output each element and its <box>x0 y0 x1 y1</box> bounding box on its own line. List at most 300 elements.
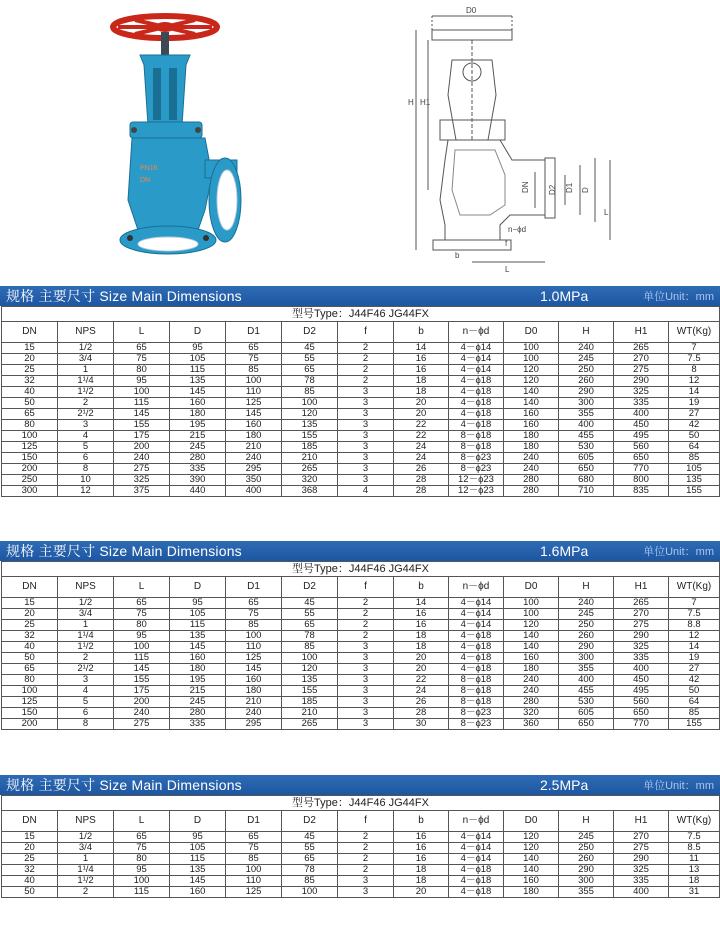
column-header: D <box>170 811 226 832</box>
table-cell: 100 <box>2 431 58 442</box>
table-row <box>2 442 720 453</box>
column-header: NPS <box>58 322 114 343</box>
section-header <box>0 286 720 306</box>
table-cell: 2 <box>338 854 394 865</box>
table-cell: 1/2 <box>58 343 114 354</box>
table-cell: 200 <box>2 464 58 475</box>
section-header <box>0 541 720 561</box>
table-cell: 75 <box>114 609 170 620</box>
table-cell: 15 <box>2 832 58 843</box>
table-cell: 1¹/2 <box>58 876 114 887</box>
table-cell: 8－ϕ23 <box>449 464 504 475</box>
table-cell: 125 <box>2 697 58 708</box>
table-cell: 45 <box>282 598 338 609</box>
table-cell: 7.5 <box>669 609 720 620</box>
column-header: f <box>338 577 394 598</box>
table-row <box>2 708 720 719</box>
table-cell: 78 <box>282 376 338 387</box>
table-cell: 95 <box>170 343 226 354</box>
table-cell: 195 <box>170 420 226 431</box>
table-cell: 335 <box>614 398 669 409</box>
table-cell: 240 <box>226 453 282 464</box>
table-cell: 55 <box>282 843 338 854</box>
table-cell: 12 <box>58 486 114 497</box>
table-cell: 18 <box>394 865 449 876</box>
table-cell: 4－ϕ18 <box>449 409 504 420</box>
table-row <box>2 675 720 686</box>
table-cell: 80 <box>2 675 58 686</box>
table-cell: 100 <box>504 354 559 365</box>
table-cell: 155 <box>669 486 720 497</box>
table-cell: 175 <box>114 686 170 697</box>
table-cell: 4－ϕ18 <box>449 387 504 398</box>
table-cell: 180 <box>504 431 559 442</box>
column-header: D2 <box>282 322 338 343</box>
table-cell: 25 <box>2 365 58 376</box>
table-cell: 240 <box>114 453 170 464</box>
table-cell: 280 <box>504 475 559 486</box>
table-cell: 2 <box>338 843 394 854</box>
table-cell: 115 <box>170 365 226 376</box>
table-cell: 85 <box>282 387 338 398</box>
table-cell: 300 <box>559 876 614 887</box>
table-row <box>2 609 720 620</box>
table-cell: 160 <box>170 653 226 664</box>
table-cell: 2 <box>338 865 394 876</box>
table-cell: 3 <box>338 409 394 420</box>
table-cell: 210 <box>282 453 338 464</box>
table-cell: 115 <box>114 398 170 409</box>
table-cell: 65 <box>226 832 282 843</box>
label-h1: H1 <box>420 98 431 107</box>
column-header: H1 <box>614 322 669 343</box>
table-cell: 355 <box>559 664 614 675</box>
column-header: f <box>338 322 394 343</box>
table-cell: 320 <box>504 708 559 719</box>
table-cell: 27 <box>669 664 720 675</box>
table-cell: 265 <box>282 464 338 475</box>
table-row <box>2 387 720 398</box>
table-cell: 32 <box>2 865 58 876</box>
table-cell: 325 <box>614 865 669 876</box>
table-cell: 3 <box>338 664 394 675</box>
table-cell: 245 <box>170 442 226 453</box>
table-cell: 145 <box>170 876 226 887</box>
label-h: H <box>408 98 414 107</box>
table-cell: 18 <box>394 642 449 653</box>
table-cell: 8－ϕ18 <box>449 697 504 708</box>
table-row <box>2 832 720 843</box>
table-cell: 100 <box>226 865 282 876</box>
table-cell: 10 <box>58 475 114 486</box>
table-cell: 22 <box>394 420 449 431</box>
table-cell: 50 <box>669 686 720 697</box>
table-cell: 280 <box>170 453 226 464</box>
table-cell: 110 <box>226 387 282 398</box>
table-cell: 75 <box>114 843 170 854</box>
table-cell: 650 <box>559 719 614 730</box>
table-cell: 210 <box>226 697 282 708</box>
table-cell: 55 <box>282 354 338 365</box>
table-row <box>2 354 720 365</box>
table-cell: 245 <box>170 697 226 708</box>
table-cell: 4－ϕ14 <box>449 354 504 365</box>
table-cell: 100 <box>504 609 559 620</box>
table-cell: 18 <box>669 876 720 887</box>
table-row <box>2 343 720 354</box>
table-cell: 160 <box>226 675 282 686</box>
table-cell: 8－ϕ23 <box>449 719 504 730</box>
table-cell: 3 <box>338 876 394 887</box>
table-cell: 240 <box>504 464 559 475</box>
table-cell: 4－ϕ18 <box>449 865 504 876</box>
table-cell: 1¹/2 <box>58 387 114 398</box>
table-cell: 125 <box>226 653 282 664</box>
section-title: 规格 主要尺寸 Size Main Dimensions <box>6 288 242 304</box>
model-type: 型号Type：J44F46 JG44FX <box>2 796 720 811</box>
table-cell: 135 <box>282 420 338 431</box>
table-cell: 3 <box>338 442 394 453</box>
model-row <box>2 796 720 811</box>
table-cell: 265 <box>614 598 669 609</box>
table-cell: 4－ϕ18 <box>449 887 504 898</box>
table-cell: 240 <box>559 598 614 609</box>
table-cell: 24 <box>394 453 449 464</box>
table-cell: 2 <box>58 653 114 664</box>
table-cell: 290 <box>614 376 669 387</box>
table-cell: 650 <box>614 453 669 464</box>
table-cell: 240 <box>559 343 614 354</box>
table-cell: 8－ϕ18 <box>449 431 504 442</box>
table-cell: 85 <box>226 365 282 376</box>
table-cell: 12－ϕ23 <box>449 486 504 497</box>
column-header: D1 <box>226 577 282 598</box>
table-cell: 400 <box>559 675 614 686</box>
table-cell: 160 <box>504 653 559 664</box>
table-cell: 50 <box>2 887 58 898</box>
table-cell: 800 <box>614 475 669 486</box>
table-cell: 26 <box>394 697 449 708</box>
table-cell: 4－ϕ18 <box>449 664 504 675</box>
table-cell: 260 <box>559 376 614 387</box>
table-cell: 110 <box>226 642 282 653</box>
table-cell: 8.8 <box>669 620 720 631</box>
table-cell: 8 <box>58 464 114 475</box>
column-header: WT(Kg) <box>669 322 720 343</box>
model-type: 型号Type：J44F46 JG44FX <box>2 307 720 322</box>
table-cell: 1 <box>58 854 114 865</box>
table-cell: 3 <box>338 464 394 475</box>
table-cell: 450 <box>614 675 669 686</box>
column-header: DN <box>2 577 58 598</box>
table-cell: 185 <box>282 697 338 708</box>
table-cell: 140 <box>504 387 559 398</box>
table-cell: 64 <box>669 442 720 453</box>
table-cell: 250 <box>559 843 614 854</box>
table-cell: 440 <box>170 486 226 497</box>
label-l-bottom: L <box>505 265 510 274</box>
column-header: n－ϕd <box>449 322 504 343</box>
table-cell: 180 <box>226 686 282 697</box>
table-cell: 260 <box>559 854 614 865</box>
table-cell: 16 <box>394 354 449 365</box>
table-cell: 80 <box>114 620 170 631</box>
table-cell: 265 <box>614 343 669 354</box>
table-cell: 105 <box>170 843 226 854</box>
column-header: WT(Kg) <box>669 577 720 598</box>
table-cell: 245 <box>559 354 614 365</box>
table-cell: 45 <box>282 832 338 843</box>
column-header: D1 <box>226 811 282 832</box>
table-cell: 100 <box>226 631 282 642</box>
table-cell: 65 <box>226 343 282 354</box>
table-cell: 20 <box>394 653 449 664</box>
table-cell: 325 <box>614 642 669 653</box>
table-cell: 3 <box>338 398 394 409</box>
svg-text:PN16: PN16 <box>140 165 158 172</box>
table-cell: 770 <box>614 464 669 475</box>
table-cell: 3 <box>338 697 394 708</box>
table-cell: 28 <box>394 486 449 497</box>
table-cell: 280 <box>504 697 559 708</box>
table-cell: 30 <box>394 719 449 730</box>
table-cell: 100 <box>226 376 282 387</box>
column-header: D <box>170 322 226 343</box>
table-cell: 400 <box>559 420 614 431</box>
table-cell: 145 <box>170 642 226 653</box>
table-cell: 135 <box>170 376 226 387</box>
table-cell: 65 <box>282 854 338 865</box>
table-cell: 120 <box>504 376 559 387</box>
table-row <box>2 431 720 442</box>
column-header: D2 <box>282 577 338 598</box>
table-cell: 8－ϕ23 <box>449 453 504 464</box>
table-cell: 155 <box>669 719 720 730</box>
table-cell: 250 <box>559 365 614 376</box>
table-cell: 6 <box>58 453 114 464</box>
column-header: b <box>394 811 449 832</box>
table-cell: 8.5 <box>669 843 720 854</box>
table-cell: 335 <box>170 719 226 730</box>
table-cell: 4－ϕ18 <box>449 876 504 887</box>
table-row <box>2 486 720 497</box>
model-row <box>2 562 720 577</box>
table-cell: 115 <box>170 620 226 631</box>
table-cell: 95 <box>170 832 226 843</box>
table-cell: 155 <box>114 675 170 686</box>
table-cell: 80 <box>2 420 58 431</box>
table-cell: 2¹/2 <box>58 409 114 420</box>
table-cell: 270 <box>614 832 669 843</box>
table-cell: 3 <box>58 675 114 686</box>
table-cell: 14 <box>669 387 720 398</box>
table-cell: 300 <box>2 486 58 497</box>
label-d2: D2 <box>548 184 557 195</box>
table-cell: 180 <box>170 409 226 420</box>
dimension-table <box>1 795 720 898</box>
table-cell: 2 <box>338 376 394 387</box>
table-cell: 4 <box>58 686 114 697</box>
table-cell: 100 <box>504 343 559 354</box>
table-cell: 260 <box>559 631 614 642</box>
table-cell: 530 <box>559 697 614 708</box>
table-cell: 3 <box>338 686 394 697</box>
table-cell: 275 <box>614 843 669 854</box>
table-cell: 95 <box>114 865 170 876</box>
table-cell: 155 <box>282 431 338 442</box>
table-cell: 50 <box>2 398 58 409</box>
table-cell: 4 <box>338 486 394 497</box>
model-row <box>2 307 720 322</box>
table-cell: 145 <box>114 409 170 420</box>
table-cell: 3 <box>338 675 394 686</box>
table-cell: 250 <box>2 475 58 486</box>
table-cell: 4 <box>58 431 114 442</box>
table-cell: 835 <box>614 486 669 497</box>
table-cell: 2¹/2 <box>58 664 114 675</box>
table-cell: 175 <box>114 431 170 442</box>
table-cell: 3 <box>338 453 394 464</box>
table-cell: 155 <box>282 686 338 697</box>
table-cell: 140 <box>504 854 559 865</box>
table-row <box>2 453 720 464</box>
column-header: D0 <box>504 322 559 343</box>
table-cell: 355 <box>559 887 614 898</box>
table-cell: 100 <box>2 686 58 697</box>
column-header: NPS <box>58 577 114 598</box>
table-cell: 1¹/2 <box>58 642 114 653</box>
dimension-table <box>1 561 720 730</box>
column-header: L <box>114 577 170 598</box>
table-cell: 1¹/4 <box>58 865 114 876</box>
dimension-table <box>1 306 720 497</box>
table-cell: 135 <box>170 865 226 876</box>
table-cell: 400 <box>614 409 669 420</box>
table-cell: 2 <box>338 832 394 843</box>
table-cell: 160 <box>504 876 559 887</box>
table-cell: 120 <box>504 832 559 843</box>
column-header: D1 <box>226 322 282 343</box>
table-cell: 25 <box>2 620 58 631</box>
column-header: NPS <box>58 811 114 832</box>
table-cell: 100 <box>114 387 170 398</box>
table-cell: 2 <box>58 887 114 898</box>
table-cell: 495 <box>614 431 669 442</box>
table-cell: 13 <box>669 865 720 876</box>
table-row <box>2 420 720 431</box>
table-cell: 325 <box>614 387 669 398</box>
table-cell: 150 <box>2 453 58 464</box>
table-cell: 290 <box>614 854 669 865</box>
label-d: D <box>581 187 590 193</box>
table-cell: 4－ϕ18 <box>449 376 504 387</box>
table-cell: 22 <box>394 431 449 442</box>
table-cell: 245 <box>559 609 614 620</box>
table-cell: 290 <box>559 865 614 876</box>
table-cell: 20 <box>2 609 58 620</box>
table-cell: 4－ϕ18 <box>449 420 504 431</box>
section-1-0mpa <box>0 286 720 497</box>
table-cell: 160 <box>504 409 559 420</box>
table-cell: 290 <box>559 642 614 653</box>
table-cell: 4－ϕ14 <box>449 609 504 620</box>
column-header: D2 <box>282 811 338 832</box>
table-cell: 65 <box>226 598 282 609</box>
table-cell: 3 <box>338 719 394 730</box>
table-cell: 5 <box>58 442 114 453</box>
table-cell: 95 <box>114 376 170 387</box>
table-cell: 27 <box>669 409 720 420</box>
table-cell: 3/4 <box>58 843 114 854</box>
table-cell: 100 <box>114 642 170 653</box>
table-cell: 200 <box>114 697 170 708</box>
header-row <box>2 322 720 343</box>
table-cell: 210 <box>282 708 338 719</box>
unit-label: 单位Unit：mm <box>643 291 714 303</box>
table-cell: 400 <box>226 486 282 497</box>
table-cell: 650 <box>614 708 669 719</box>
table-cell: 16 <box>394 620 449 631</box>
table-cell: 8 <box>58 719 114 730</box>
table-row <box>2 475 720 486</box>
table-cell: 4－ϕ14 <box>449 598 504 609</box>
table-cell: 100 <box>282 653 338 664</box>
table-cell: 270 <box>614 354 669 365</box>
table-cell: 368 <box>282 486 338 497</box>
table-cell: 14 <box>394 598 449 609</box>
table-cell: 4－ϕ14 <box>449 365 504 376</box>
table-cell: 605 <box>559 708 614 719</box>
table-cell: 135 <box>282 675 338 686</box>
column-header: H <box>559 322 614 343</box>
table-row <box>2 598 720 609</box>
table-cell: 215 <box>170 686 226 697</box>
table-cell: 100 <box>114 876 170 887</box>
table-cell: 125 <box>226 887 282 898</box>
table-cell: 105 <box>170 609 226 620</box>
table-cell: 2 <box>338 620 394 631</box>
table-cell: 40 <box>2 387 58 398</box>
table-cell: 240 <box>114 708 170 719</box>
table-cell: 26 <box>394 464 449 475</box>
table-cell: 280 <box>504 486 559 497</box>
table-cell: 160 <box>504 420 559 431</box>
table-cell: 295 <box>226 464 282 475</box>
table-cell: 85 <box>282 876 338 887</box>
table-cell: 495 <box>614 686 669 697</box>
table-cell: 8－ϕ18 <box>449 686 504 697</box>
table-cell: 2 <box>338 343 394 354</box>
column-header: b <box>394 322 449 343</box>
table-cell: 2 <box>338 365 394 376</box>
table-row <box>2 719 720 730</box>
table-cell: 335 <box>614 876 669 887</box>
table-row <box>2 664 720 675</box>
table-cell: 3 <box>338 387 394 398</box>
table-cell: 710 <box>559 486 614 497</box>
column-header: L <box>114 811 170 832</box>
column-header: WT(Kg) <box>669 811 720 832</box>
table-cell: 4－ϕ18 <box>449 631 504 642</box>
table-cell: 180 <box>226 431 282 442</box>
table-row <box>2 876 720 887</box>
table-cell: 3/4 <box>58 354 114 365</box>
table-cell: 250 <box>559 620 614 631</box>
table-cell: 16 <box>394 843 449 854</box>
table-cell: 4－ϕ14 <box>449 620 504 631</box>
table-cell: 450 <box>614 420 669 431</box>
table-cell: 650 <box>559 464 614 475</box>
